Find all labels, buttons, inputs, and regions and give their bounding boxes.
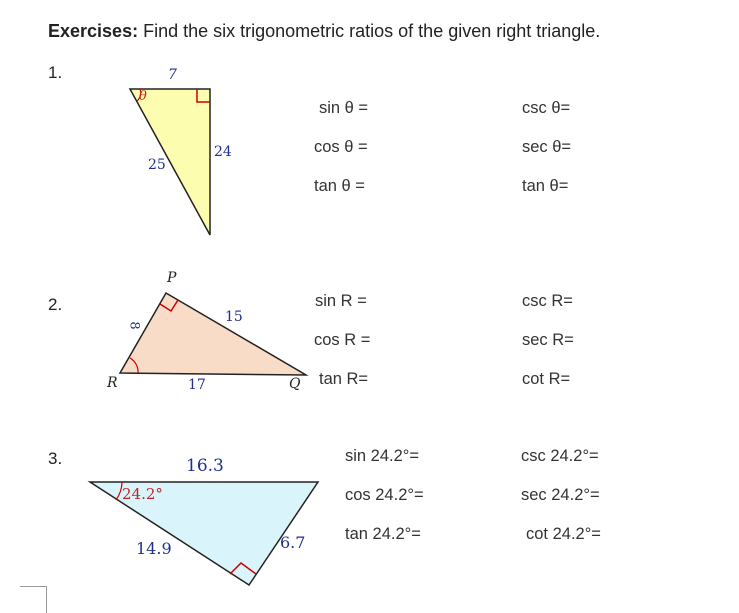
triangle-1-label-top: 7 <box>168 67 177 83</box>
ex2-right-ratio-2: sec R= <box>522 331 574 349</box>
ex2-left-ratio-1: sin R = <box>315 292 367 310</box>
ex2-left-ratio-3: tan R= <box>319 370 369 388</box>
exercise-2-number: 2. <box>48 295 63 314</box>
ex3-right-ratio-1: csc 24.2°= <box>521 447 599 465</box>
corner-fragment <box>20 586 47 613</box>
ex2-right-ratio-3: cot R= <box>522 370 571 388</box>
title-text: Find the six trigonometric ratios of the given right triangle. <box>138 21 601 41</box>
ex1-right-ratio-1: csc θ= <box>522 99 571 117</box>
triangle-2-label-left: 8 <box>126 321 142 330</box>
ex1-left-ratio-2: cos θ = <box>314 138 368 156</box>
triangle-1-label-angle: θ <box>139 89 147 104</box>
ex1-right-ratio-3: tan θ= <box>522 177 569 195</box>
triangle-1-label-hyp: 25 <box>148 157 166 173</box>
triangle-2-label-bottom: 17 <box>188 377 206 393</box>
ex1-right-ratio-2: sec θ= <box>522 138 572 156</box>
ex1-left-ratio-3: tan θ = <box>314 177 365 195</box>
ex3-right-ratio-3: cot 24.2°= <box>526 525 601 543</box>
exercise-3-number: 3. <box>48 449 63 468</box>
ex2-right-ratio-1: csc R= <box>522 292 573 310</box>
triangle-3-label-right: 6.7 <box>280 533 306 552</box>
triangle-1-label-right: 24 <box>214 144 232 160</box>
triangle-2-label-Q: Q <box>289 376 301 392</box>
triangle-2 <box>120 293 306 375</box>
ex3-left-ratio-2: cos 24.2°= <box>345 486 424 504</box>
triangle-3-label-left: 14.9 <box>136 539 172 558</box>
ex2-left-ratio-2: cos R = <box>314 331 371 349</box>
triangle-2-label-right: 15 <box>225 309 243 325</box>
triangle-2-label-P: P <box>167 270 177 286</box>
triangle-3-label-angle: 24.2° <box>122 485 163 503</box>
triangle-2-label-R: R <box>107 375 118 391</box>
triangle-1 <box>130 89 210 235</box>
ex3-left-ratio-1: sin 24.2°= <box>345 447 420 465</box>
triangle-3-label-top: 16.3 <box>186 456 224 476</box>
title-bold: Exercises: <box>48 21 139 41</box>
ex3-right-ratio-2: sec 24.2°= <box>521 486 600 504</box>
ex3-left-ratio-3: tan 24.2°= <box>345 525 421 543</box>
exercise-1-number: 1. <box>48 63 63 82</box>
ex1-left-ratio-1: sin θ = <box>319 99 369 117</box>
